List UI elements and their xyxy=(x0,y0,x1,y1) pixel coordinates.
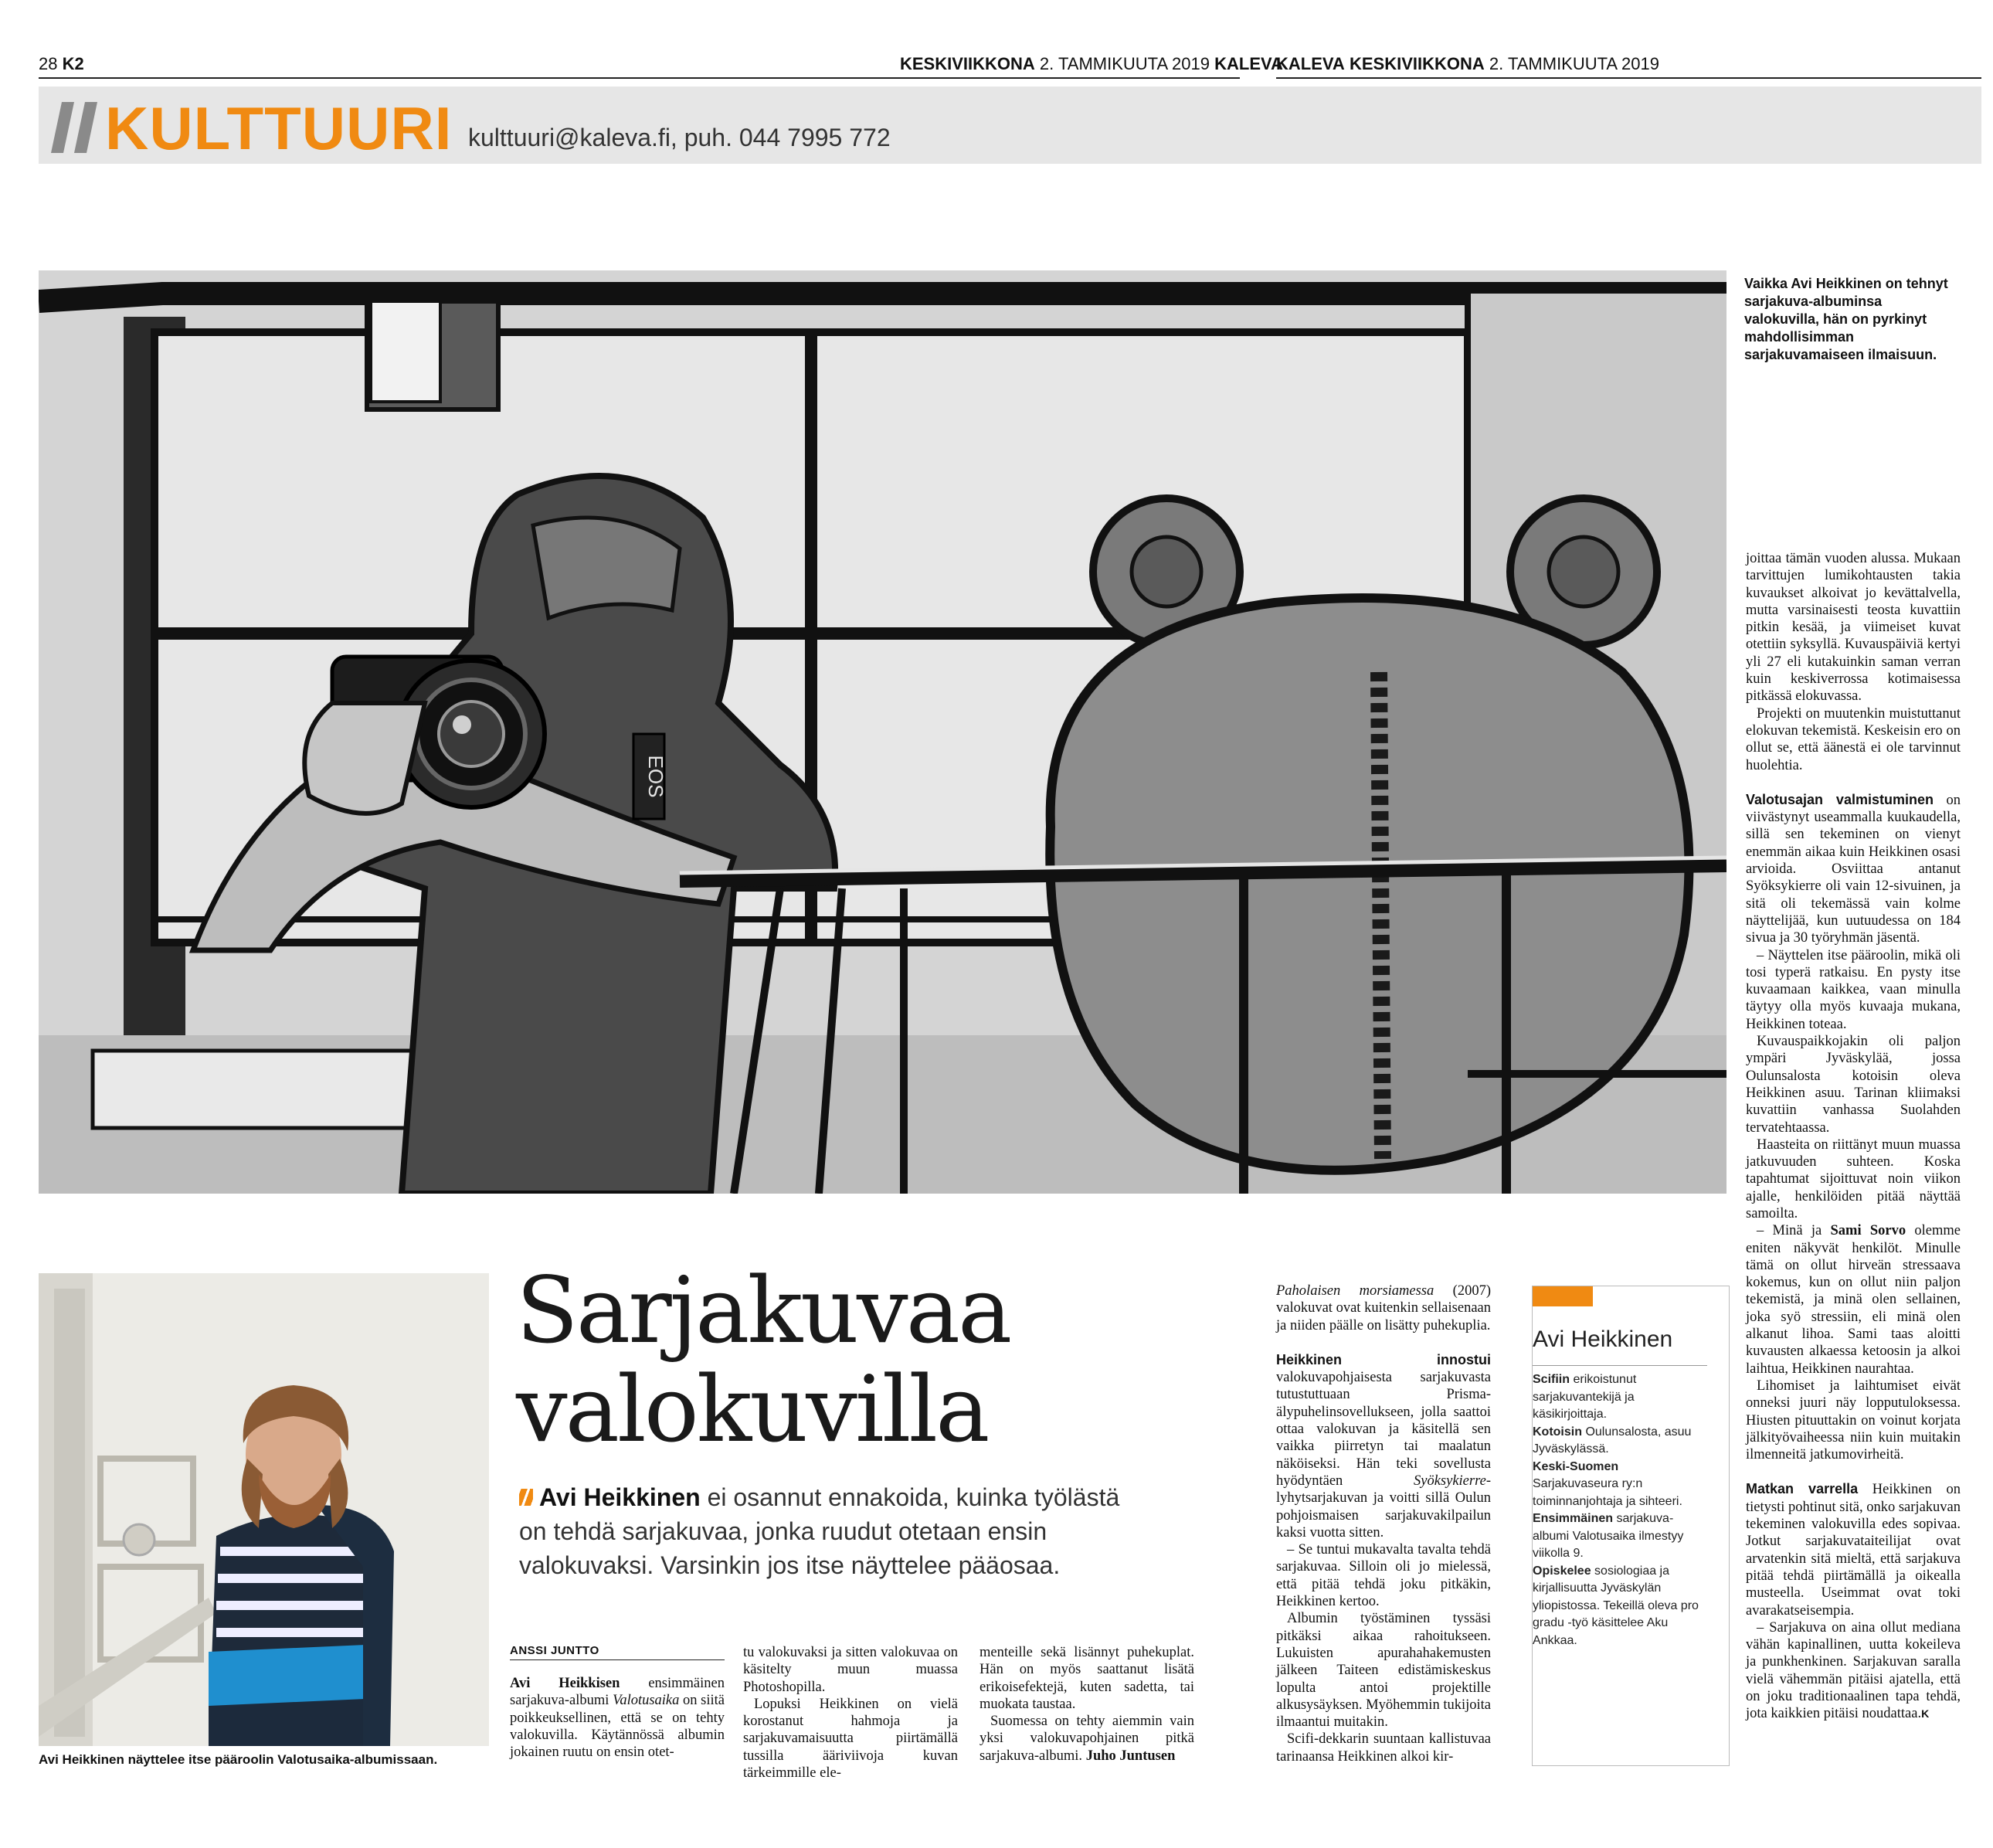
headline-line-1: Sarjakuvaa xyxy=(516,1257,1010,1364)
col5-paragraph-2: Projekti on muutenkin muistuttanut elokuvan tekemistä. Keskeisin ero on ollut se, että äänestä ei ole tarvinnut huolehtia. xyxy=(1746,705,1961,773)
article-column-5 xyxy=(1746,550,1961,1723)
right-paper-name: KALEVA xyxy=(1276,54,1345,73)
col3-name: Juho Juntusen xyxy=(1085,1748,1176,1764)
section-code: K2 xyxy=(62,54,84,73)
col1-text-b: on siitä poikkeuksellinen, että se on tehty valokuvilla. Käytännössä albumin jokainen ruutu on ensin otet- xyxy=(510,1693,725,1761)
article-column-4 xyxy=(1276,1282,1491,1765)
album-title: Valotusaika xyxy=(613,1693,680,1709)
camera-brand-label: EOS xyxy=(644,755,667,798)
col5-paragraph-7a: – Minä ja xyxy=(1757,1223,1831,1239)
left-weekday: KESKIVIIKKONA xyxy=(900,54,1035,73)
fact-item xyxy=(1533,1371,1707,1424)
end-mark: K xyxy=(1921,1707,1930,1721)
col5-paragraph-8: Lihomiset ja laihtumiset eivät onneksi juuri näy lopputuloksessa. Hiusten pituuttakin on voinut korjata jälkityövaiheessa niin kuin muitakin ilmenneitä jatkumovirheitä. xyxy=(1746,1378,1961,1463)
col4-paragraph-2-end: -lyhytsarjakuvan ja voitti sillä Oulun pohjoismaisen sarjakuvakilpailun kaksi vuotta sitten. xyxy=(1276,1473,1491,1541)
col5-paragraph-3: on viivästynyt useammalla kuukaudella, sillä sen tekeminen on vienyt enemmän aikaa kuin Heikkinen osasi arvioida. Osviittaa antanut Syöksykierre oli vain 12-sivuinen, ja sitä oli tekemässä vain kolme näyttelijää, kun uutuudessa on 184 sivua ja 30 työryhmän jäsentä. xyxy=(1746,792,1961,946)
section-title: KULTTUURI xyxy=(105,94,453,162)
right-weekday: KESKIVIIKKONA xyxy=(1349,54,1485,73)
article-lede xyxy=(519,1480,1153,1582)
hero-caption: Vaikka Avi Heikkinen on tehnyt sarjakuva-albuminsa valokuvilla, hän on pyrkinyt mahdollisimman sarjakuvamaiseen ilmaisuun. xyxy=(1744,276,1948,362)
col1-text-a: ensimmäinen sarjakuva-albumi xyxy=(510,1676,725,1709)
section-slash-icon xyxy=(51,102,99,153)
portrait-caption: Avi Heikkinen näyttelee itse pääroolin Valotusaika-albumissaan. xyxy=(39,1752,438,1767)
short-comic-title: Syöksykierre xyxy=(1414,1473,1486,1489)
lede-name: Avi Heikkinen xyxy=(539,1483,701,1511)
portrait-photo xyxy=(39,1273,489,1746)
col5-paragraph-6: Haasteita on riittänyt muun muassa jatkuvuuden suhteen. Koska tapahtumat sijoittuvat noin viikon ajalle, henkilöiden pitää näyttää samoilta. xyxy=(1746,1136,1961,1221)
page-folio xyxy=(39,54,84,74)
col5-paragraph-7b: olemme eniten näkyvät henkilöt. Minulle tämä on ollut hirveän stressaava kokemus, kun on ollut niin paljon tekemistä, ja minä olen sellainen, joka syö stressiin, eli minä olen alkanut lihoa. Sami taas aloitti kuvausten alkaessa ketoosin ja alkoi laihtua, Heikkinen naurahtaa. xyxy=(1746,1223,1961,1377)
byline: ANSSI JUNTTO xyxy=(510,1644,599,1657)
byline-rule xyxy=(510,1659,725,1660)
article-column-3 xyxy=(980,1644,1194,1765)
col5-paragraph-10: – Sarjakuva on aina ollut mediana vähän kapinallinen, uutta kokeileva ja punkhenkinen. Sarjakuvan saralla vielä vähemmän pitäisi ajatella, että on joku traditionaalinen tapa tehdä, jota kaikkien pitäisi noudattaa. xyxy=(1746,1619,1961,1722)
fact-label: Opiskelee xyxy=(1533,1564,1591,1578)
col3-paragraph-1: menteille sekä lisännyt puhekuplat. Hän on myös saattanut lisätä erikoisefektejä, kuten sadetta, tai muokata taustaa. xyxy=(980,1645,1194,1712)
right-date: 2. TAMMIKUUTA 2019 xyxy=(1489,54,1659,73)
fact-box-rule xyxy=(1533,1365,1707,1366)
fact-label: Scifiin xyxy=(1533,1373,1570,1386)
col4-subhead: Heikkinen innostui xyxy=(1276,1351,1491,1367)
left-paper-name: KALEVA xyxy=(1214,54,1283,73)
subject-name: Avi Heikkisen xyxy=(510,1676,620,1691)
fact-item xyxy=(1533,1459,1707,1511)
fact-text: sarjakuva-albumi Valotusaika ilmestyy viikolla 9. xyxy=(1533,1512,1684,1560)
fact-box-title: Avi Heikkinen xyxy=(1533,1327,1673,1352)
headline-line-2: valokuvilla xyxy=(516,1356,988,1462)
fact-text: Sarjakuvaseura ry:n toiminnanjohtaja ja sihteeri. xyxy=(1533,1477,1682,1508)
col5-paragraph-4: – Näyttelen itse pääroolin, mikä oli tosi typerä ratkaisu. En pysty itse kuvaamaan kaikkea, vaan minulla täytyy olla myös kuvaaja mukana, Heikkinen toteaa. xyxy=(1746,947,1961,1032)
left-dateline xyxy=(900,54,1283,74)
fact-label: Kotoisin xyxy=(1533,1425,1582,1439)
col5-paragraph-1: joittaa tämän vuoden alussa. Mukaan tarvittujen lumikohtausten takia kuvaukset alkoivat jo kevättalvella, mutta varsinaisesti teosta kuvattiin pitkin kesää, ja viimeiset kuvat otettiin syksyllä. Kuvauspäiviä kertyi yli 27 eli kutakuinkin saman verran kuin keskiverrossa kotimaisessa pitkässä elokuvassa. xyxy=(1746,551,1961,705)
header-rule-right xyxy=(1276,77,1981,79)
actor-name: Sami Sorvo xyxy=(1830,1223,1906,1239)
article-column-1 xyxy=(510,1675,725,1761)
left-date: 2. TAMMIKUUTA 2019 xyxy=(1039,54,1210,73)
col4-paragraph-5: Scifi-dekkarin suuntaan kallistuvaa tarinaansa Heikkinen alkoi kir- xyxy=(1276,1731,1491,1765)
fact-item xyxy=(1533,1563,1707,1650)
portrait-image xyxy=(39,1273,489,1746)
col5-paragraph-5: Kuvauspaikkojakin oli paljon ympäri Jyväskylää, jossa Oulunsalosta kotoisin oleva Heikkinen asuu. Tarinan kliimaksi kuvattiin vanhassa Suolahden tervatehtaassa. xyxy=(1746,1034,1961,1136)
col4-paragraph-4: Albumin työstäminen tyssäsi pitkäksi aikaa rahoitukseen. Lukuisten apurahahakemusten jälkeen Taiteen edistämiskeskus lopulta antoi projektille alkusysäyksen. Myöhemmin tukijoita ilmaantui muitakin. xyxy=(1276,1611,1491,1731)
page-number: 28 xyxy=(39,54,58,73)
col5-subhead-2: Matkan varrella xyxy=(1746,1481,1859,1497)
fact-text: Oulunsalosta, asuu Jyväskylässä. xyxy=(1533,1425,1692,1456)
right-dateline xyxy=(1276,54,1659,74)
col3-paragraph-2: Suomessa on tehty aiemmin vain yksi valokuvapohjainen pitkä sarjakuva-albumi. xyxy=(980,1714,1194,1764)
fact-text: erikoistunut sarjakuvantekijä ja käsikirjoittaja. xyxy=(1533,1373,1637,1421)
col4-paragraph-1: (2007) valokuvat ovat kuitenkin sellaisenaan ja niiden päälle on lisätty puhekuplia. xyxy=(1276,1283,1491,1333)
fact-label: Keski-Suomen xyxy=(1533,1459,1619,1473)
hero-illustration xyxy=(39,270,1726,1194)
fact-label: Ensimmäinen xyxy=(1533,1512,1614,1525)
col4-paragraph-3: – Se tuntui mukavalta tavalta tehdä sarjakuvaa. Silloin oli jo mielessä, että pitää tehdä joku pitkäkin, Heikkinen kertoo. xyxy=(1276,1542,1491,1610)
col2-paragraph-2: Lopuksi Heikkinen on vielä korostanut hahmoja ja sarjakuvamaisuutta piirtämällä tussilla ääriviivoja kuvan tärkeimmille ele- xyxy=(743,1696,958,1782)
fact-text: sosiologiaa ja kirjallisuutta Jyväskylän yliopistossa. Tekeillä oleva pro gradu -työ käsittelee Aku Ankkaa. xyxy=(1533,1564,1699,1647)
col5-subhead-1: Valotusajan valmistuminen xyxy=(1746,791,1934,807)
comparison-album-title: Paholaisen morsiamessa xyxy=(1276,1283,1434,1299)
article-column-2 xyxy=(743,1644,958,1782)
article-headline xyxy=(516,1257,1010,1462)
comic-photo-illustration xyxy=(39,270,1726,1194)
lede-text: ei osannut ennakoida, kuinka työlästä on tehdä sarjakuvaa, jonka ruudut otetaan ensin valokuvaksi. Varsinkin jos itse näyttelee pääosaa. xyxy=(519,1483,1120,1579)
header-rule-left xyxy=(39,77,1240,79)
fact-box-accent xyxy=(1533,1286,1593,1306)
fact-item xyxy=(1533,1424,1707,1459)
lede-marker-icon xyxy=(519,1489,533,1506)
col5-paragraph-9: Heikkinen on tietysti pohtinut sitä, onko sarjakuvan tekeminen valokuvilla edes sopivaa. Jotkut sarjakuvataiteilijat ovat arvatenkin sitä mieltä, että sarjakuva pitää tehdä piirtämällä ja oikealla musteella. Useimmat ovat toki avarakatseisempia. xyxy=(1746,1482,1961,1619)
col2-paragraph-1: tu valokuvaksi ja sitten valokuvaa on käsitelty muun muassa Photoshopilla. xyxy=(743,1645,958,1695)
fact-item xyxy=(1533,1510,1707,1563)
fact-box-body xyxy=(1533,1371,1707,1649)
col4-paragraph-2: valokuvapohjaisesta sarjakuvasta tutustuttuaan Prisma-älypuhelinsovellukseen, jolla saattoi ottaa valokuvan ja käsitellä sen vaikka piirretyn tai maalatun näköiseksi. Hän teki sovellusta hyödyntäen xyxy=(1276,1370,1491,1489)
section-contact: kulttuuri@kaleva.fi, puh. 044 7995 772 xyxy=(468,124,891,151)
fact-box xyxy=(1532,1286,1730,1766)
